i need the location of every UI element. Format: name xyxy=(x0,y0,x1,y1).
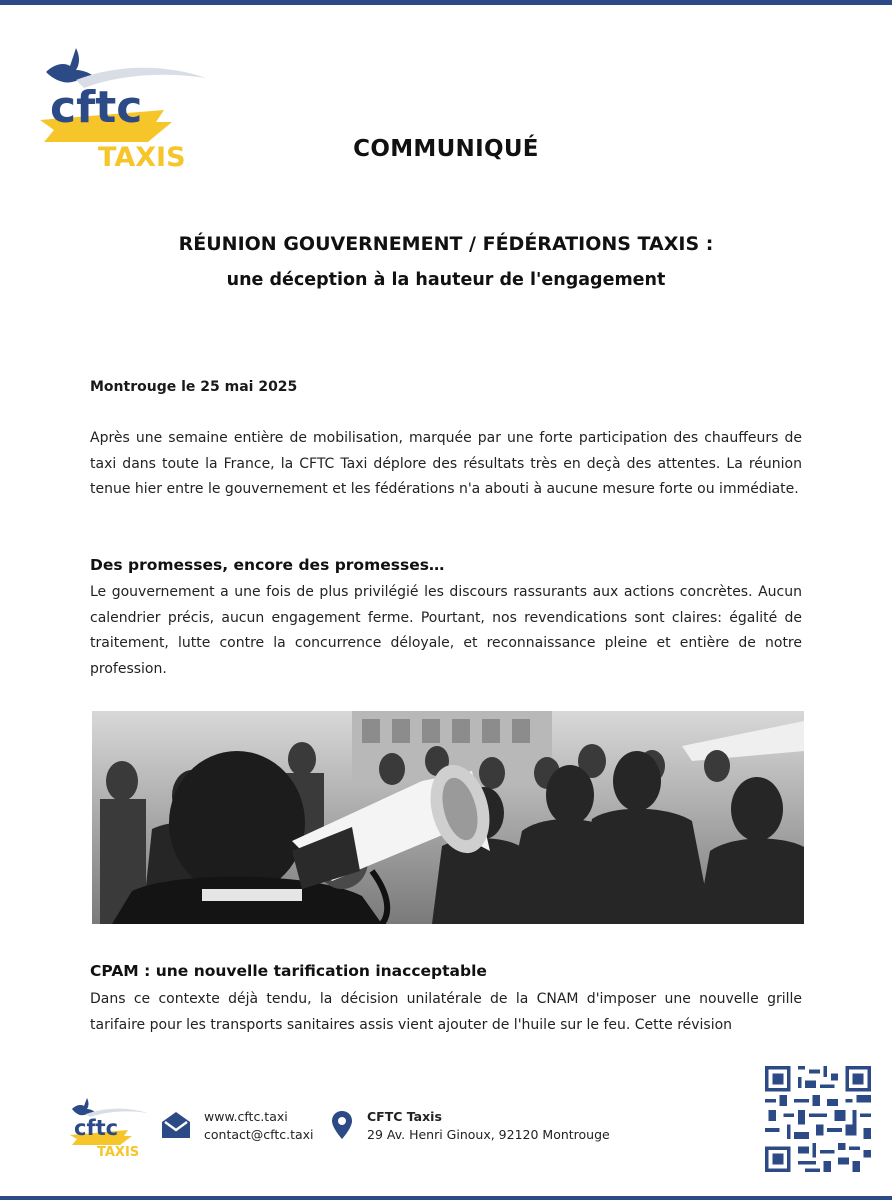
footer-logo xyxy=(68,1097,150,1159)
svg-text:cftc: cftc xyxy=(50,82,143,133)
bottom-accent-bar xyxy=(0,1196,892,1200)
envelope-icon xyxy=(160,1110,192,1140)
paragraph-cpam: Dans ce contexte déjà tendu, la décision unilatérale de la CNAM d'imposer une nouvelle grille tarifaire pour les transports sanitaires assis vient ajouter de l'huile sur le feu. Cette révision xyxy=(90,991,802,1033)
dateline: Montrouge le 25 mai 2025 xyxy=(90,379,298,395)
section-heading-promises: Des promesses, encore des promesses… xyxy=(90,556,445,574)
svg-text:TAXIS: TAXIS xyxy=(98,142,186,172)
subheadline: une déception à la hauteur de l'engagement xyxy=(226,270,666,290)
top-accent-bar xyxy=(0,0,892,5)
address-block xyxy=(367,1108,610,1144)
contact-links xyxy=(204,1108,314,1144)
paragraph-intro: Après une semaine entière de mobilisation, marquée par une forte participation des chauffeurs de taxi dans toute la France, la CFTC Taxi déplore des résultats très en deçà des attentes. La réunion tenue hier entre le gouvernement et les fédérations n'a abouti à aucune mesure forte ou immédiate. xyxy=(90,430,802,497)
protest-photo xyxy=(92,711,804,924)
qr-code[interactable] xyxy=(765,1066,871,1172)
svg-text:cftc: cftc xyxy=(74,1116,119,1140)
document-type: COMMUNIQUÉ xyxy=(353,136,539,162)
email-link[interactable]: contact@cftc.taxi xyxy=(204,1127,314,1142)
svg-text:TAXIS: TAXIS xyxy=(97,1145,140,1159)
map-pin-icon xyxy=(331,1110,353,1140)
paragraph-promises: Le gouvernement a une fois de plus privilégié les discours rassurants aux actions concrètes. Aucun calendrier précis, aucun engagement ferme. Pourtant, nos revendications sont claires: égalité de traitement, lutte contre la concurrence déloyale, et reconnaissance pleine et entière de notre profession. xyxy=(90,584,802,677)
street-address: 29 Av. Henri Ginoux, 92120 Montrouge xyxy=(367,1127,610,1142)
website-link[interactable]: www.cftc.taxi xyxy=(204,1109,288,1124)
section-heading-cpam: CPAM : une nouvelle tarification inacceptable xyxy=(90,962,487,980)
org-name: CFTC Taxis xyxy=(367,1109,442,1124)
headline: RÉUNION GOUVERNEMENT / FÉDÉRATIONS TAXIS : xyxy=(178,233,714,255)
